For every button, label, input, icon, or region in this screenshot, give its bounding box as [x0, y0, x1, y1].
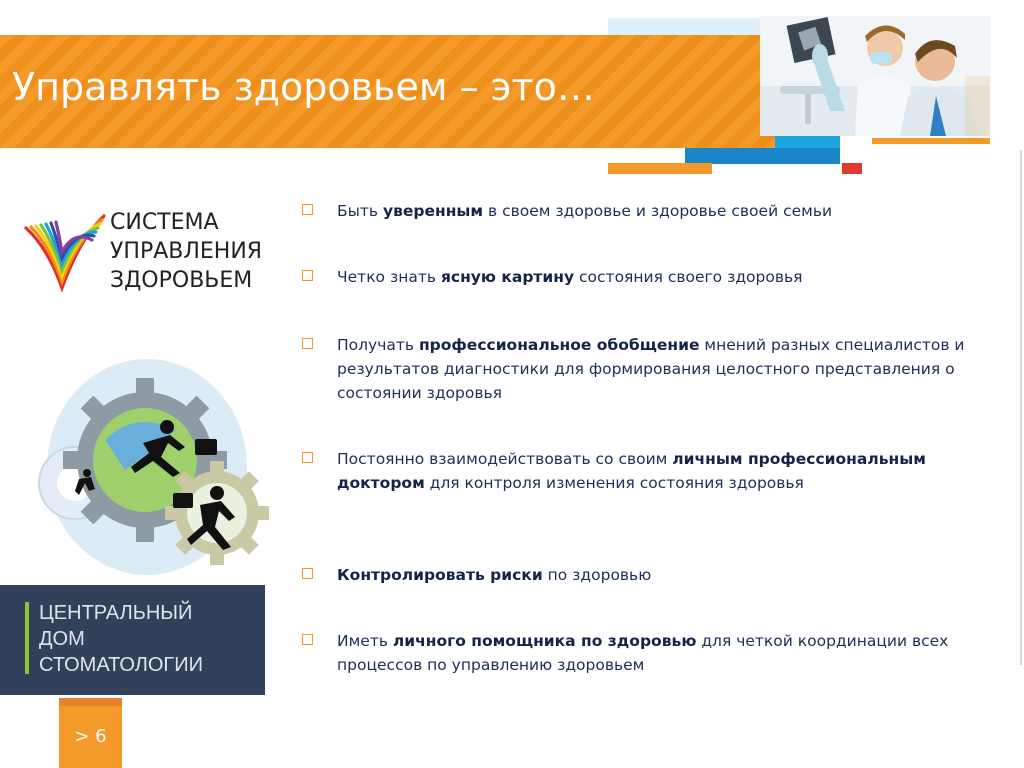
- page-number-box: [59, 698, 122, 768]
- company-line: ЦЕНТРАЛЬНЫЙ: [39, 602, 193, 624]
- slide-right-rule: [1020, 150, 1022, 665]
- business-gears-illustration: [35, 355, 270, 585]
- page-number: > 6: [74, 726, 107, 747]
- company-line: ДОМ: [39, 628, 85, 650]
- dental-accent-bar: [25, 602, 29, 674]
- bullet-square-icon: [302, 634, 313, 645]
- logo-text: [110, 208, 262, 295]
- bullet-text: Постоянно взаимодействовать со своим личным профессиональным доктором для контроля изменения состояния здоровья: [337, 450, 926, 492]
- logo-line: УПРАВЛЕНИЯ: [110, 239, 263, 264]
- bullet-square-icon: [302, 338, 313, 349]
- bullet-text: Контролировать риски по здоровью: [337, 566, 652, 584]
- bullet-square-icon: [302, 568, 313, 579]
- decor-light-blue-block: [608, 18, 760, 36]
- rainbow-check-icon: [22, 208, 108, 292]
- doctors-xray-photo: [760, 16, 990, 136]
- company-line: СТОМАТОЛОГИИ: [39, 654, 204, 676]
- dental-center-name: [39, 600, 203, 678]
- decor-orange-bar: [608, 163, 712, 174]
- page-box-accent: [59, 698, 122, 706]
- health-system-logo: [22, 208, 272, 298]
- bullet-square-icon: [302, 452, 313, 463]
- decor-red-square: [842, 163, 862, 174]
- logo-line: ЗДОРОВЬЕМ: [110, 268, 253, 293]
- slide-title: Управлять здоровьем – это…: [12, 65, 595, 109]
- bullet-text: Получать профессиональное обобщение мнений разных специалистов и результатов диагностики для формирования целостного представления о состоянии здоровья: [337, 336, 965, 402]
- bullet-text: Четко знать ясную картину состояния своего здоровья: [337, 268, 803, 286]
- bullet-square-icon: [302, 204, 313, 215]
- bullet-square-icon: [302, 270, 313, 281]
- decor-dark-blue-band: [685, 148, 840, 164]
- bullet-text: Быть уверенным в своем здоровье и здоровье своей семьи: [337, 202, 833, 220]
- title-banner: [0, 35, 775, 148]
- bullet-text: Иметь личного помощника по здоровью для четкой координации всех процессов по управлению здоровьем: [337, 632, 949, 674]
- logo-line: СИСТЕМА: [110, 210, 219, 235]
- decor-orange-strip: [872, 138, 990, 144]
- dental-center-box: [0, 585, 265, 695]
